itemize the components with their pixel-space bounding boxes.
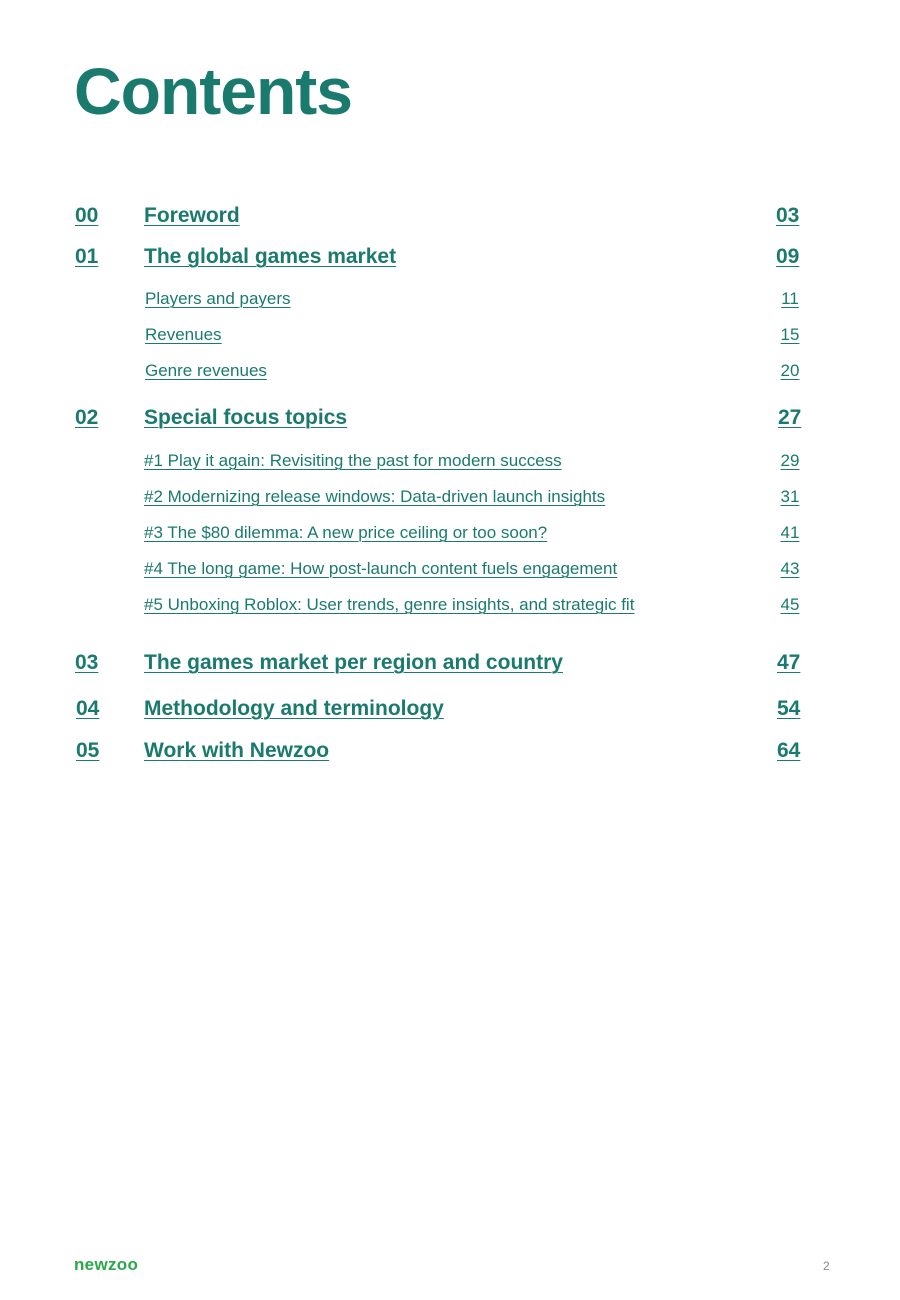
toc-subentry-title[interactable]: #1 Play it again: Revisiting the past for modern success xyxy=(144,451,562,470)
toc-subentry-page[interactable]: 31 xyxy=(780,487,800,506)
toc-section-number[interactable]: 00 xyxy=(75,204,99,227)
toc-page-number[interactable]: 03 xyxy=(776,204,800,227)
toc-subentry-title[interactable]: #3 The $80 dilemma: A new price ceiling or too soon? xyxy=(144,523,548,542)
toc-subentry-title[interactable]: Players and payers xyxy=(145,289,291,308)
toc-section-number[interactable]: 02 xyxy=(75,406,99,429)
toc-subentry-page[interactable]: 41 xyxy=(780,523,800,542)
toc-subentry-page[interactable]: 45 xyxy=(780,595,800,614)
toc-subentry-page[interactable]: 15 xyxy=(780,325,800,344)
toc-section-number[interactable]: 04 xyxy=(76,697,100,720)
toc-subentry-page[interactable]: 43 xyxy=(780,559,800,578)
toc-section-title[interactable]: Special focus topics xyxy=(144,406,348,429)
toc-section-number[interactable]: 01 xyxy=(75,245,99,268)
page-number: 2 xyxy=(823,1259,830,1273)
newzoo-logo: newzoo xyxy=(74,1255,139,1274)
toc-page-number[interactable]: 27 xyxy=(778,406,802,429)
toc-subentry-page[interactable]: 11 xyxy=(781,289,799,308)
toc-section-title[interactable]: The games market per region and country xyxy=(144,651,563,674)
toc-subentry-title[interactable]: Revenues xyxy=(145,325,222,344)
toc-subentry-title[interactable]: #5 Unboxing Roblox: User trends, genre insights, and strategic fit xyxy=(144,595,635,614)
toc-section-title[interactable]: The global games market xyxy=(144,245,397,268)
page-title: Contents xyxy=(74,54,352,128)
toc-section-title[interactable]: Foreword xyxy=(144,204,240,227)
toc-page-number[interactable]: 47 xyxy=(777,651,801,674)
toc-page-number[interactable]: 64 xyxy=(777,739,801,762)
toc-section-number[interactable]: 05 xyxy=(76,739,100,762)
toc-subentry-title[interactable]: #4 The long game: How post-launch content fuels engagement xyxy=(144,559,618,578)
toc-section-number[interactable]: 03 xyxy=(75,651,99,674)
toc-subentry-title[interactable]: #2 Modernizing release windows: Data-driven launch insights xyxy=(144,487,606,506)
toc-subentry-title[interactable]: Genre revenues xyxy=(145,361,267,380)
toc-subentry-page[interactable]: 29 xyxy=(780,451,800,470)
toc-page-number[interactable]: 09 xyxy=(776,245,800,268)
toc-subentry-page[interactable]: 20 xyxy=(780,361,800,380)
toc-section-title[interactable]: Methodology and terminology xyxy=(144,697,444,720)
toc-page-number[interactable]: 54 xyxy=(777,697,801,720)
toc-section-title[interactable]: Work with Newzoo xyxy=(144,739,330,762)
